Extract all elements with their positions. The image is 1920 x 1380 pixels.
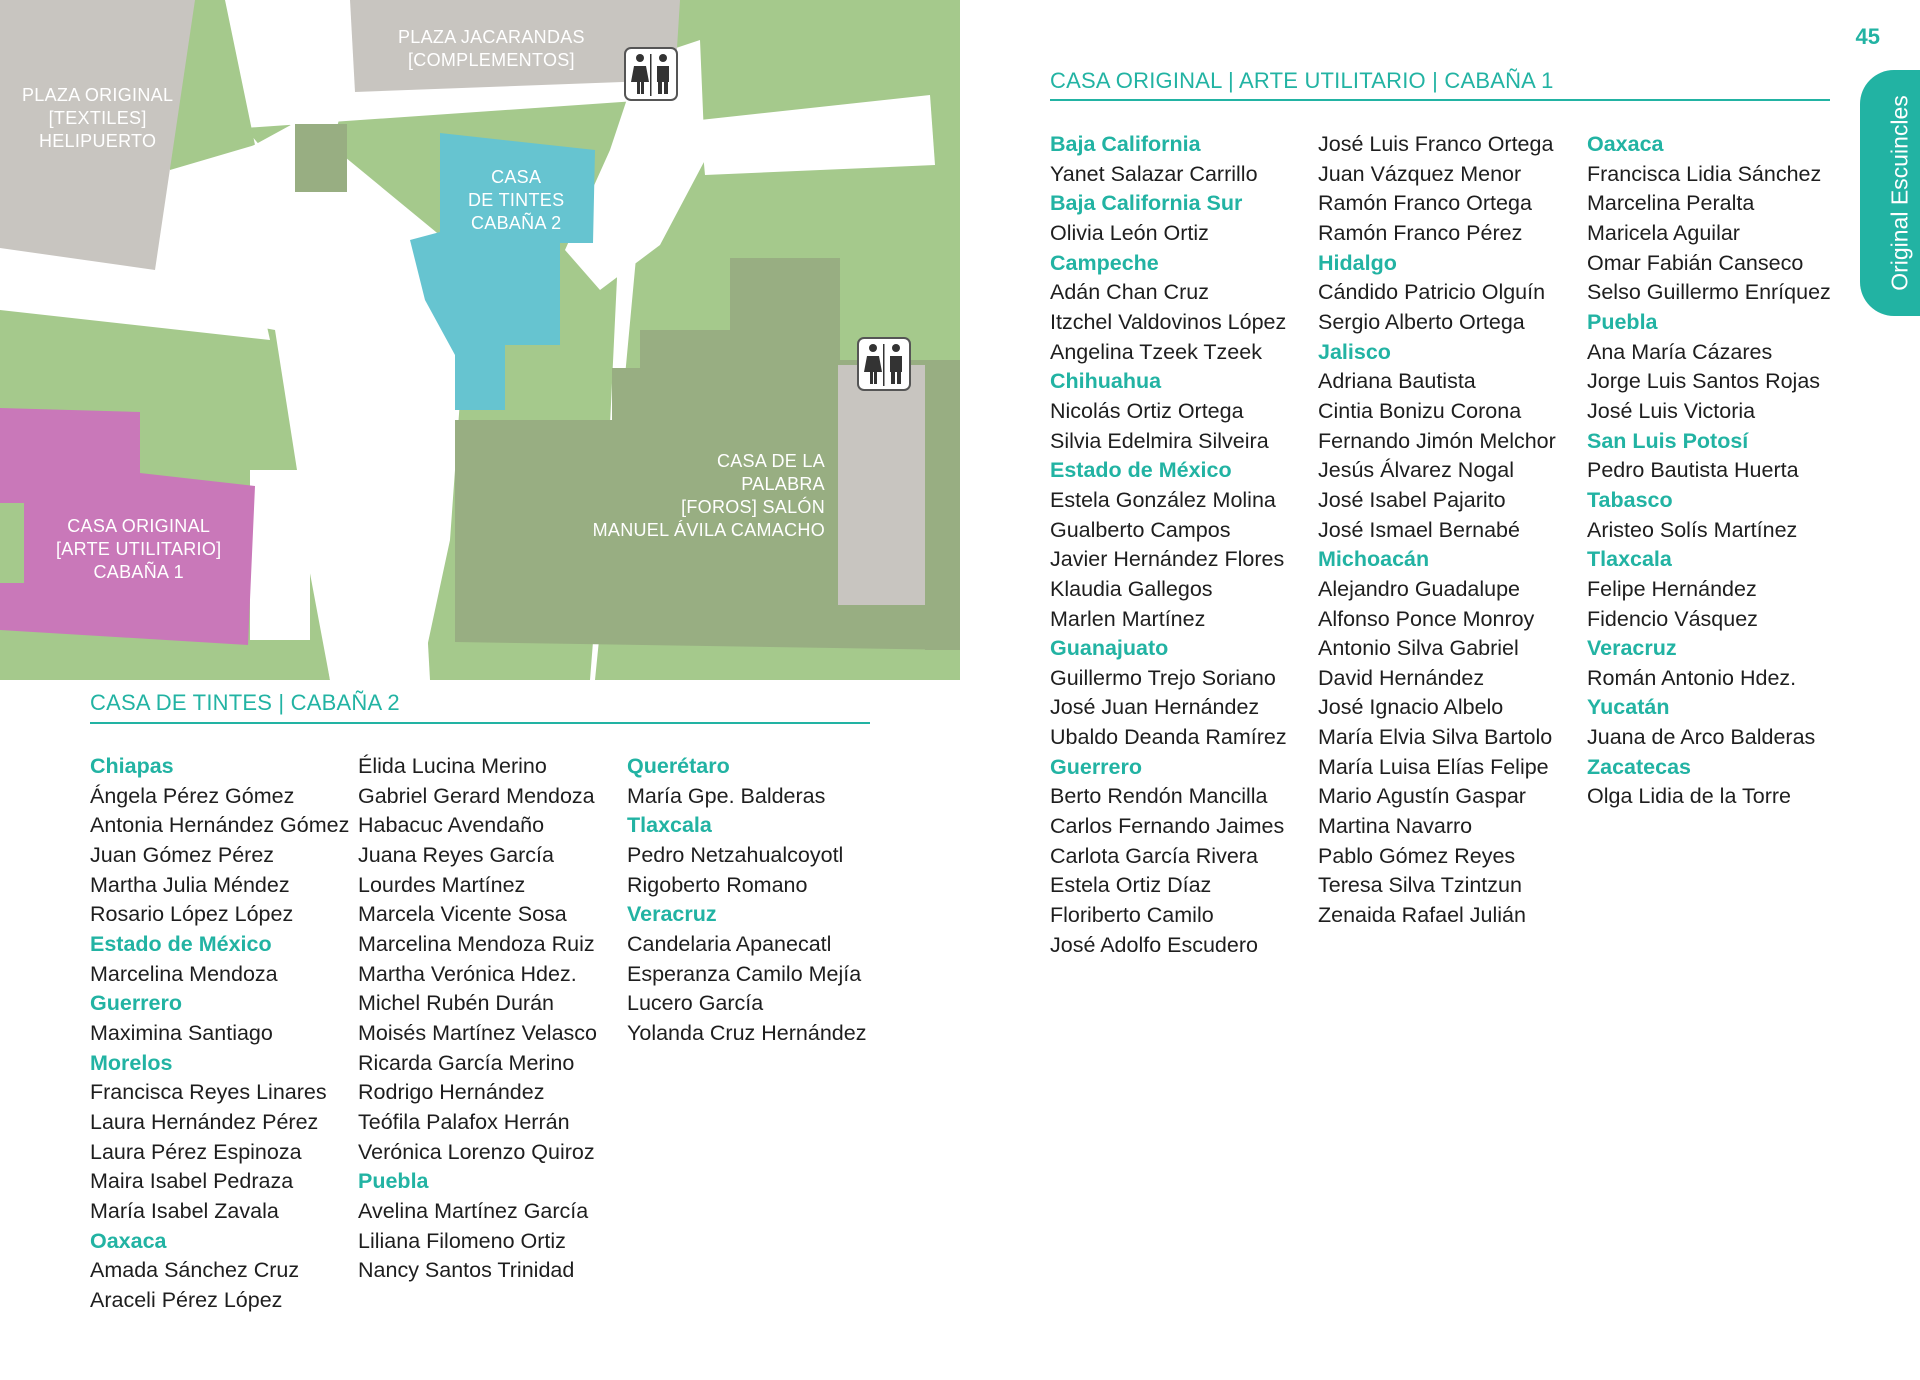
tintes-column-1 [90, 752, 349, 1315]
artisan-name: José Juan Hernández [1050, 695, 1260, 720]
artisan-name: Sergio Alberto Ortega [1318, 309, 1525, 334]
page-number: 45 [1855, 24, 1880, 49]
artisan-name: Juana de Arco Balderas [1587, 725, 1816, 750]
restroom-icon [625, 48, 677, 100]
artisan-name: Omar Fabián Canseco [1587, 250, 1804, 275]
map-label-plaza-jacarandas: PLAZA JACARANDAS [COMPLEMENTOS] [398, 27, 585, 70]
artisan-name: Marcelina Mendoza [90, 961, 278, 986]
map-casa-palabra-annex [838, 365, 930, 605]
artisan-name: José Adolfo Escudero [1050, 932, 1258, 957]
restroom-icon [858, 338, 910, 390]
state-heading: Hidalgo [1318, 250, 1397, 275]
artisan-name: Francisca Lidia Sánchez [1587, 161, 1822, 186]
artisan-name: Fernando Jimón Melchor [1318, 428, 1556, 453]
state-heading: Veracruz [627, 902, 717, 927]
artisan-name: Antonio Silva Gabriel [1318, 636, 1519, 661]
artisan-name: María Luisa Elías Felipe [1318, 754, 1549, 779]
artisan-name: Candelaria Apanecatl [627, 931, 832, 956]
state-heading: Estado de México [90, 931, 272, 956]
map-label-casa-original: CASA ORIGINAL [ARTE UTILITARIO] CABAÑA 1 [56, 516, 222, 582]
artisan-name: Maira Isabel Pedraza [90, 1169, 294, 1194]
state-heading: Guerrero [1050, 754, 1143, 779]
state-heading: Yucatán [1587, 695, 1670, 720]
artisan-name: Olivia León Ortiz [1050, 220, 1209, 245]
state-heading: Morelos [90, 1050, 173, 1075]
state-heading: Estado de México [1050, 458, 1232, 483]
section-side-tab-label: Original Escuincles [1886, 95, 1913, 291]
artisan-name: Rigoberto Romano [627, 872, 808, 897]
artisan-name: Araceli Pérez López [90, 1287, 283, 1312]
map-label-casa-palabra: CASA DE LA PALABRA [FOROS] SALÓN MANUEL ÁVILA CAMACHO [592, 451, 825, 540]
artisan-name: Yanet Salazar Carrillo [1050, 161, 1258, 186]
artisan-name: Nicolás Ortiz Ortega [1050, 398, 1244, 423]
artisan-name: Carlota García Rivera [1050, 843, 1258, 868]
map-label-casa-tintes: CASA DE TINTES CABAÑA 2 [468, 167, 565, 233]
artisan-name: Lourdes Martínez [358, 872, 526, 897]
state-heading: San Luis Potosí [1587, 428, 1749, 453]
artisan-name: Guillermo Trejo Soriano [1050, 665, 1276, 690]
artisan-name: José Isabel Pajarito [1318, 487, 1506, 512]
state-heading: Guerrero [90, 991, 183, 1016]
artisan-name: Antonia Hernández Gómez [90, 813, 350, 838]
state-heading: Veracruz [1587, 636, 1677, 661]
state-heading: Tlaxcala [1587, 547, 1672, 572]
artisan-name: Laura Pérez Espinoza [90, 1139, 302, 1164]
artisan-name: Alejandro Guadalupe [1318, 576, 1521, 601]
artisan-name: Felipe Hernández [1587, 576, 1757, 601]
map-label-plaza-original: PLAZA ORIGINAL [TEXTILES] HELIPUERTO [22, 85, 174, 151]
artisan-name: Ana María Cázares [1587, 339, 1773, 364]
state-heading: Puebla [1587, 309, 1658, 334]
artisan-name: Estela González Molina [1050, 487, 1276, 512]
artisan-name: Avelina Martínez García [358, 1198, 589, 1223]
artisan-name: Javier Hernández Flores [1050, 547, 1285, 572]
artisan-name: María Isabel Zavala [90, 1198, 279, 1223]
artisan-name: Selso Guillermo Enríquez [1587, 280, 1831, 305]
artisan-name: Teófila Palafox Herrán [358, 1109, 570, 1134]
artisan-name: Amada Sánchez Cruz [90, 1258, 300, 1283]
artisan-name: Martha Verónica Hdez. [358, 961, 577, 986]
venue-map [0, 0, 960, 680]
artisan-name: Zenaida Rafael Julián [1318, 903, 1526, 928]
artisan-name: Ramón Franco Pérez [1318, 220, 1523, 245]
artisan-name: Rodrigo Hernández [358, 1080, 545, 1105]
artisan-name: Élida Lucina Merino [358, 754, 547, 778]
artisan-name: José Luis Victoria [1587, 398, 1756, 423]
artisan-name: Moisés Martínez Velasco [358, 1020, 597, 1045]
map-dark-patch [295, 124, 347, 192]
state-heading: Chiapas [90, 754, 174, 778]
artisan-name: Angelina Tzeek Tzeek [1050, 339, 1262, 364]
artisan-name: Esperanza Camilo Mejía [627, 961, 862, 986]
section-title-casa-original: CASA ORIGINAL | ARTE UTILITARIO | CABAÑA 1 [1050, 68, 1554, 93]
artisan-name: José Ignacio Albelo [1318, 695, 1504, 720]
artisan-name: Juan Vázquez Menor [1318, 161, 1522, 186]
original-column-3 [1587, 130, 1831, 812]
artisan-name: Jesús Álvarez Nogal [1318, 458, 1514, 483]
artisan-name: Juana Reyes García [358, 842, 554, 867]
artisan-name: Mario Agustín Gaspar [1318, 784, 1526, 809]
artisan-name: Lucero García [627, 991, 764, 1016]
state-heading: Puebla [358, 1169, 429, 1194]
state-heading: Baja California [1050, 132, 1201, 156]
artisan-name: Aristeo Solís Martínez [1587, 517, 1798, 542]
section-divider [90, 722, 870, 724]
artisan-name: Michel Rubén Durán [358, 991, 554, 1016]
section-divider [1050, 99, 1830, 101]
artisan-name: Martha Julia Méndez [90, 872, 290, 897]
artisan-name: Gabriel Gerard Mendoza [358, 783, 595, 808]
artisan-name: Cándido Patricio Olguín [1318, 280, 1546, 305]
artisan-name: Olga Lidia de la Torre [1587, 784, 1791, 809]
artisan-name: Cintia Bonizu Corona [1318, 398, 1522, 423]
artisan-name: Jorge Luis Santos Rojas [1587, 369, 1821, 394]
artisan-name: Ricarda García Merino [358, 1050, 575, 1075]
artisan-name: María Elvia Silva Bartolo [1318, 725, 1553, 750]
artisan-name: Habacuc Avendaño [358, 813, 545, 838]
artisan-name: Marcela Vicente Sosa [358, 902, 567, 927]
artisan-name: Floriberto Camilo [1050, 903, 1214, 928]
artisan-name: Yolanda Cruz Hernández [627, 1020, 867, 1045]
artisan-name: Adán Chan Cruz [1050, 280, 1209, 305]
artisan-name: David Hernández [1318, 665, 1485, 690]
artisan-name: Rosario López López [90, 902, 294, 927]
artisan-name: Martina Navarro [1318, 814, 1473, 839]
state-heading: Campeche [1050, 250, 1159, 275]
artisan-name: Maximina Santiago [90, 1020, 273, 1045]
artisan-name: Marcelina Peralta [1587, 191, 1755, 216]
artisan-name: Pablo Gómez Reyes [1318, 843, 1516, 868]
artisan-name: Pedro Bautista Huerta [1587, 458, 1799, 483]
artisan-name: Berto Rendón Mancilla [1050, 784, 1268, 809]
artisan-name: Ubaldo Deanda Ramírez [1050, 725, 1287, 750]
artisan-name: Juan Gómez Pérez [90, 842, 275, 867]
tintes-column-2 [358, 752, 597, 1286]
artisan-name: José Luis Franco Ortega [1318, 132, 1554, 156]
artisan-name: Maricela Aguilar [1587, 220, 1740, 245]
state-heading: Oaxaca [90, 1228, 167, 1253]
map-casa-original-notch [0, 503, 24, 583]
artisan-name: Klaudia Gallegos [1050, 576, 1213, 601]
section-title-casa-tintes: CASA DE TINTES | CABAÑA 2 [90, 690, 400, 715]
artisan-name: José Ismael Bernabé [1318, 517, 1520, 542]
state-heading: Baja California Sur [1050, 191, 1243, 216]
state-heading: Michoacán [1318, 547, 1430, 572]
artisan-name: Marlen Martínez [1050, 606, 1206, 631]
artisan-name: Pedro Netzahualcoyotl [627, 842, 844, 867]
artisan-name: Laura Hernández Pérez [90, 1109, 319, 1134]
original-column-1 [1050, 130, 1287, 960]
artisan-name: Román Antonio Hdez. [1587, 665, 1797, 690]
state-heading: Jalisco [1318, 339, 1391, 364]
artisan-name: Ramón Franco Ortega [1318, 191, 1532, 216]
artisan-name: Verónica Lorenzo Quiroz [358, 1139, 595, 1164]
artisan-name: Marcelina Mendoza Ruiz [358, 931, 595, 956]
artisan-name: Itzchel Valdovinos López [1050, 309, 1287, 334]
artisan-name: Gualberto Campos [1050, 517, 1231, 542]
artisan-name: María Gpe. Balderas [627, 783, 826, 808]
artisan-name: Alfonso Ponce Monroy [1318, 606, 1535, 631]
original-column-2 [1318, 130, 1556, 931]
state-heading: Oaxaca [1587, 132, 1664, 156]
artisan-name: Francisca Reyes Linares [90, 1080, 327, 1105]
artisan-name: Liliana Filomeno Ortiz [358, 1228, 566, 1253]
state-heading: Tlaxcala [627, 813, 712, 838]
artisan-name: Silvia Edelmira Silveira [1050, 428, 1269, 453]
state-heading: Tabasco [1587, 487, 1673, 512]
artisan-name: Ángela Pérez Gómez [90, 783, 295, 808]
artisan-name: Adriana Bautista [1318, 369, 1476, 394]
artisan-name: Teresa Silva Tzintzun [1318, 873, 1522, 898]
artisan-name: Fidencio Vásquez [1587, 606, 1758, 631]
artisan-name: Carlos Fernando Jaimes [1050, 814, 1285, 839]
state-heading: Zacatecas [1587, 754, 1691, 779]
map-path-southwest [250, 470, 310, 640]
map-casa-palabra-strip [925, 360, 960, 650]
tintes-column-3 [627, 752, 866, 1049]
section-side-tab [1860, 70, 1920, 316]
artisan-name: Nancy Santos Trinidad [358, 1258, 575, 1283]
state-heading: Chihuahua [1050, 369, 1162, 394]
state-heading: Guanajuato [1050, 636, 1169, 661]
artisan-name: Estela Ortiz Díaz [1050, 873, 1212, 898]
state-heading: Querétaro [627, 754, 730, 778]
